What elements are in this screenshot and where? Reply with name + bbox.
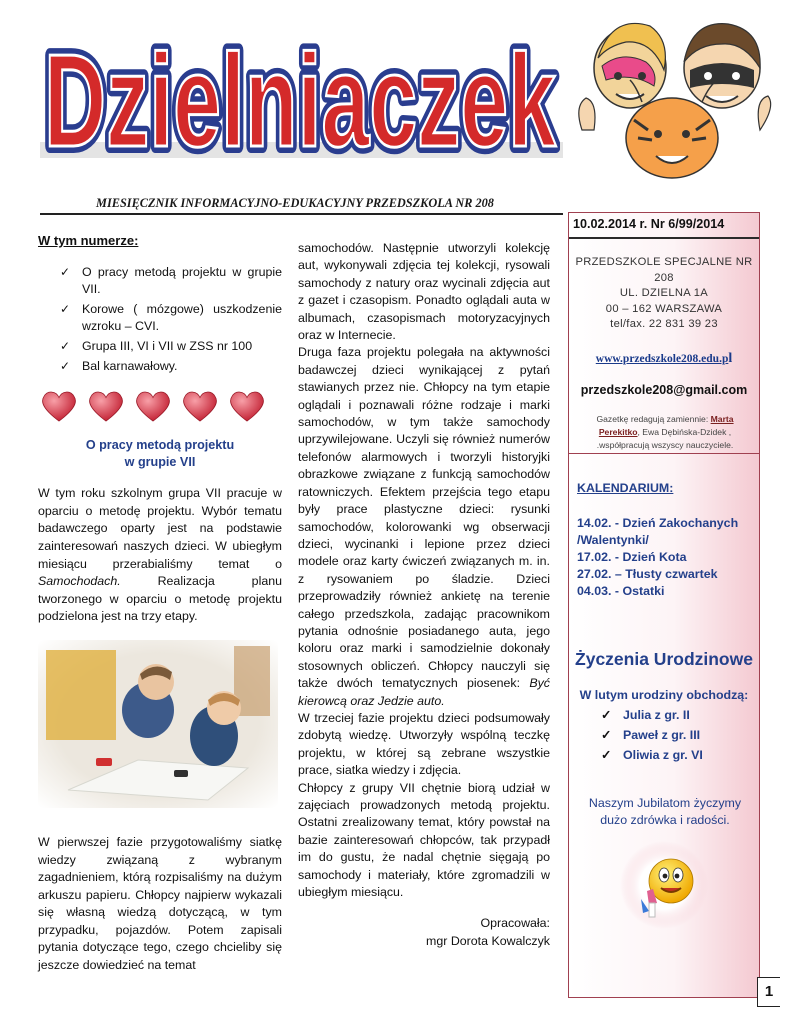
left-column	[38, 232, 282, 975]
toc-heading: W tym numerze:	[38, 233, 139, 248]
article-heading-line: O pracy metodą projektu	[85, 438, 235, 453]
birthday-entry	[601, 725, 751, 745]
text-run: Druga faza projektu polegała na aktywności badawczej dzieci wynikającej z pytań stawianych przez nie. Chłopcy na tym etapie oglądali i poznawali różne rodzaje i marki samochodów, w tym także samochody uprzywilejowane. Uczyli się również numerów telefonów alarmowych i tworzyli historyjki obrazkowe związane z funkcją samochodów ratowniczych. Efektem przejścia tego etapu były prace plastyczne dzieci: rysunki samochodów, kolorowanki wg obserwacji dzieci, wycinanki i lepione przez dzieci modele oraz karty ćwiczeń związanych m. in. z rysowaniem po śladzie. Dzieci przeprowadziły również ankietę na terenie całego przedszkola, zadając pracownikom pytania odnośnie posiadanego auta, jego koloru oraz marki i samodzielnie dokonały stosownych obliczeń. Chłopcy nauczyli się także dwóch tematycznych piosenek:	[298, 345, 550, 691]
checkmark-icon: ✓	[601, 708, 612, 722]
page-number: 1	[757, 977, 780, 1007]
article-paragraph: W pierwszej fazie przygotowaliśmy siatkę wiedzy związaną z wybranym zagadnieniem, którą rozpisaliśmy na dużym arkuszu papieru. Chłopcy najpierw wykazali się własną wiedzą dotyczącą, w tym przypadku, pojazdów. Potem zapisali pytania dotyczące tego, czego chcieliby się jeszcze dowiedzieć na temat	[38, 834, 282, 973]
author-name: mgr Dorota Kowalczyk	[426, 933, 550, 948]
toc-list	[38, 264, 282, 376]
subtitle-divider	[40, 213, 563, 215]
masthead-subtitle: MIESIĘCZNIK INFORMACYJNO-EDUKACYJNY PRZEDSZKOLA NR 208	[96, 196, 494, 210]
toc-item	[60, 358, 282, 376]
birthday-subheading: W lutym urodziny obchodzą:	[579, 688, 749, 702]
birthday-list	[601, 705, 751, 765]
address-line: 00 – 162 WARSZAWA	[605, 302, 723, 315]
article-heading-line: w grupie VII	[124, 455, 196, 470]
calendar-entry: 04.03. - Ostatki	[577, 584, 665, 598]
editor-name: Marta Perekitko	[598, 414, 734, 437]
children-cartoon-illustration	[572, 10, 784, 188]
birthday-name: Oliwia z gr. VI	[623, 748, 703, 762]
article-heading	[38, 437, 282, 471]
website-url-tail: l	[728, 351, 733, 366]
text-run: W tym roku szkolnym grupa VII pracuje w oparciu o metodę projektu. Wybór tematu badawczego oparty jest na podstawie zainteresowań naszych dzieci. W ubiegłym miesiącu przerabialiśmy temat o	[38, 486, 282, 571]
birthday-name: Paweł z gr. III	[623, 728, 701, 742]
text-run: , Ewa Dębińska-Dzidek , .współpracują wszyscy nauczyciele.	[596, 427, 734, 450]
signoff	[298, 915, 550, 950]
text-run-italic: Samochodach.	[38, 574, 121, 589]
birthday-wish: Naszym Jubilatom życzymy dużo zdrówka i radości.	[588, 796, 742, 827]
text-run: Realizacja planu tworzonego w oparciu o metodę projektu podzielona jest na trzy etapy.	[38, 574, 282, 624]
signoff-label: Opracowała:	[480, 916, 550, 931]
website-url[interactable]: www.przedszkole208.edu.p	[595, 353, 729, 365]
address-line: UL. DZIELNA 1A	[619, 287, 709, 300]
toc-item-text: Bal karnawałowy.	[82, 358, 178, 373]
info-sidebar	[568, 212, 760, 998]
birthday-entry	[601, 745, 751, 765]
toc-item-text: Grupa III, VI i VII w ZSS nr 100	[82, 338, 253, 353]
email-address[interactable]: przedszkole208@gmail.com	[580, 383, 748, 397]
article-paragraph	[298, 344, 550, 710]
toc-item	[60, 264, 282, 299]
address-line: PRZEDSZKOLE SPECJALNE NR	[575, 256, 753, 268]
sidebar-divider	[569, 453, 759, 454]
school-address	[569, 255, 759, 333]
checkmark-icon: ✓	[60, 358, 71, 373]
phone-line: tel/fax. 22 831 39 23	[610, 318, 718, 331]
calendar-heading: KALENDARIUM:	[577, 481, 674, 495]
article-paragraph: samochodów. Następnie utworzyli kolekcję aut, wykonywali zdjęcia tej kolekcji, rysowali samochody z natury oraz wycinali zdjęcia aut z gazet i czasopism. Ponadto oglądali auta w albumach, czasopismach motoryzacyjnych oraz w Internecie.	[298, 241, 550, 343]
children-playing-photo	[38, 640, 278, 808]
calendar-entry: 27.02. – Tłusty czwartek	[577, 567, 718, 581]
middle-column	[298, 240, 550, 950]
issue-date: 10.02.2014 r. Nr 6/99/2014	[573, 217, 725, 231]
heart-icon	[228, 389, 266, 423]
masthead-logo	[40, 18, 560, 168]
toc-item	[60, 301, 282, 336]
calendar-list	[577, 515, 757, 600]
party-smiley-icon	[619, 841, 709, 929]
checkmark-icon: ✓	[60, 301, 71, 316]
calendar-entry: 14.02. - Dzień Zakochanych /Walentynki/	[577, 516, 739, 547]
calendar-entry: 17.02. - Dzień Kota	[577, 550, 687, 564]
heart-icon	[181, 389, 219, 423]
masthead-title-outline: Dzielniaczek	[44, 27, 557, 168]
address-line: 208	[654, 271, 674, 284]
heart-icon	[134, 389, 172, 423]
toc-item-text: O pracy metodą projektu w grupie VII.	[82, 264, 282, 297]
masthead-title: Dzielniaczek	[44, 27, 557, 168]
birthday-entry	[601, 705, 751, 725]
heart-icon	[40, 389, 78, 423]
date-divider	[569, 237, 759, 239]
checkmark-icon: ✓	[601, 728, 612, 742]
text-run-italic: Być kierowcą oraz Jedzie auto.	[298, 676, 550, 708]
article-paragraph: Chłopcy z grupy VII chętnie biorą udział w zajęciach prowadzonych metodą projektu. Ostatni zrealizowany temat, który powstał na bazie zainteresowań chłopców, tak przypadł im do gustu, że nadal chętnie sięgają po samochody i materiały, które zgromadzili w ubiegłym miesiącu.	[298, 780, 550, 900]
text-run: Gazetkę redagują zamiennie:	[596, 414, 711, 424]
article-paragraph: W trzeciej fazie projektu dzieci podsumowały zdobytą wiedzę. Utworzyły wspólną teczkę projektu, w której są zebrane wszystkie prace, siatka wiedzy i zdjęcia.	[298, 710, 550, 778]
toc-item-text: Korowe ( mózgowe) uszkodzenie wzroku – CVI.	[82, 301, 282, 334]
website-link[interactable]	[569, 351, 759, 367]
checkmark-icon: ✓	[601, 748, 612, 762]
heart-icon	[87, 389, 125, 423]
hearts-decoration	[40, 389, 282, 423]
toc-item	[60, 338, 282, 356]
birthday-heading: Życzenia Urodzinowe	[575, 649, 753, 669]
article-paragraph	[38, 485, 282, 626]
editors-note	[579, 413, 751, 452]
checkmark-icon: ✓	[60, 338, 71, 353]
birthday-name: Julia z gr. II	[623, 708, 690, 722]
checkmark-icon: ✓	[60, 264, 71, 279]
